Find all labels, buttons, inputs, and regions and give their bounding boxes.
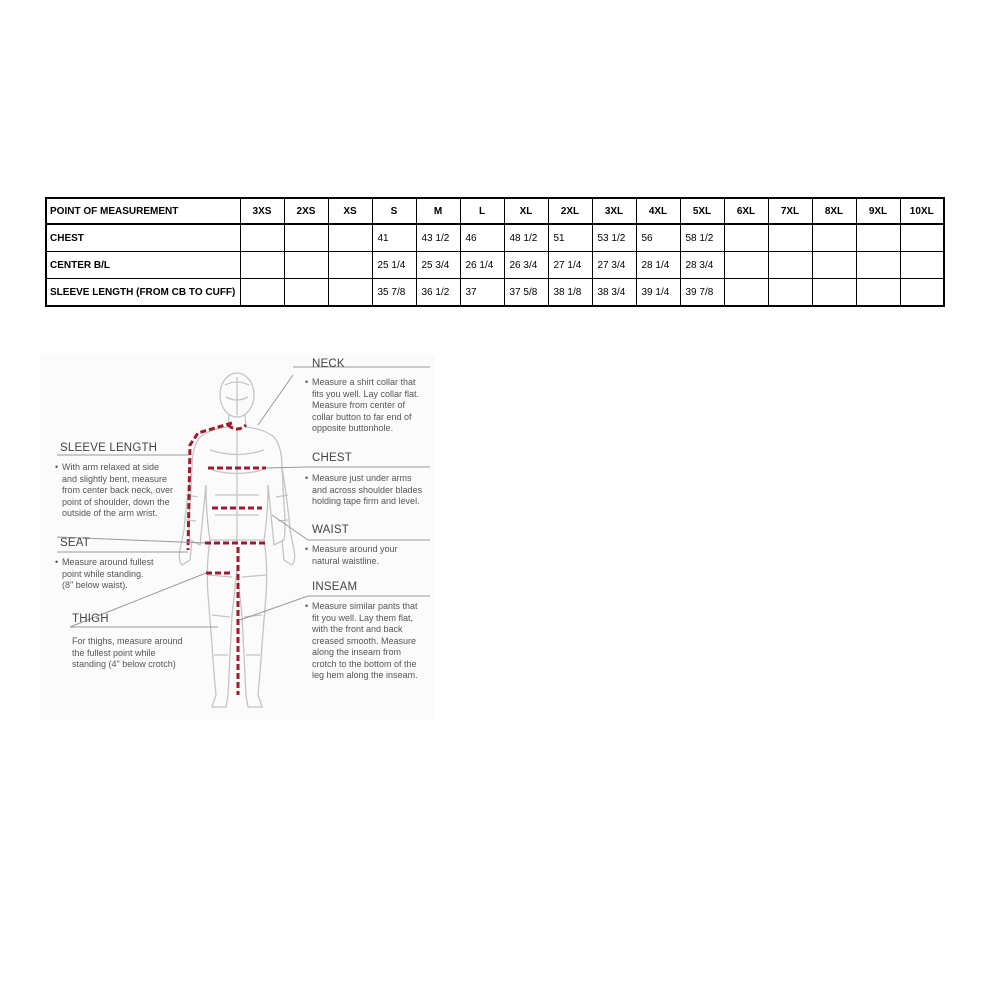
- neck-line-0: Measure a shirt collar that: [312, 377, 416, 387]
- table-header-row: [46, 198, 944, 224]
- table-cell: [240, 252, 284, 279]
- table-cell: [284, 279, 328, 307]
- chest-title: CHEST: [312, 452, 352, 464]
- table-cell: 38 3/4: [592, 279, 636, 307]
- inseam-title: INSEAM: [312, 581, 358, 593]
- seat-line-1: point while standing.: [62, 568, 144, 579]
- table-cell: 58 1/2: [680, 224, 724, 252]
- chest-line-0: Measure just under arms: [312, 473, 412, 483]
- thigh-line-2: standing (4" below crotch): [72, 659, 176, 669]
- waist-line-0: Measure around your: [312, 544, 398, 554]
- neck-line-3: collar button to far end of: [312, 411, 412, 422]
- header-size-3xs: 3XS: [240, 198, 284, 224]
- table-cell: 25 1/4: [372, 252, 416, 279]
- sleeve-line-4: outside of the arm wrist.: [62, 508, 158, 518]
- neck-line-1: fits you well. Lay collar flat.: [312, 388, 420, 399]
- header-size-10xl: 10XL: [900, 198, 944, 224]
- table-body: [46, 224, 944, 306]
- table-cell: [768, 279, 812, 307]
- table-cell: 27 1/4: [548, 252, 592, 279]
- row-label: SLEEVE LENGTH (FROM CB TO CUFF): [46, 279, 240, 307]
- table-cell: [812, 252, 856, 279]
- waist-line-1: natural waistline.: [312, 555, 380, 566]
- sleeve-length-title: SLEEVE LENGTH: [60, 442, 158, 454]
- table-cell: 26 3/4: [504, 252, 548, 279]
- table-cell: [856, 279, 900, 307]
- header-size-m: M: [416, 198, 460, 224]
- table-cell: 56: [636, 224, 680, 252]
- sleeve-length-description: [55, 462, 174, 520]
- table-cell: 46: [460, 224, 504, 252]
- table-cell: [240, 224, 284, 252]
- seat-line-0: Measure around fullest: [62, 557, 154, 567]
- table-cell: [724, 252, 768, 279]
- measurement-guide: [40, 355, 435, 720]
- header-size-9xl: 9XL: [856, 198, 900, 224]
- table-cell: 48 1/2: [504, 224, 548, 252]
- header-size-8xl: 8XL: [812, 198, 856, 224]
- inseam-line-5: crotch to the bottom of the: [312, 658, 417, 669]
- table-row: [46, 252, 944, 279]
- header-size-xl: XL: [504, 198, 548, 224]
- inseam-line-1: fit you well. Lay them flat,: [312, 612, 414, 623]
- inseam-line-4: along the inseam from: [312, 647, 402, 657]
- neck-line-2: Measure from center of: [312, 400, 406, 410]
- table-cell: 36 1/2: [416, 279, 460, 307]
- header-size-2xl: 2XL: [548, 198, 592, 224]
- table-cell: [768, 224, 812, 252]
- sleeve-line-1: and slightly bent, measure: [62, 473, 168, 484]
- table-row: [46, 224, 944, 252]
- neck-description: [305, 377, 420, 435]
- table-cell: [724, 224, 768, 252]
- waist-title: WAIST: [312, 524, 349, 536]
- table-cell: [328, 224, 372, 252]
- sleeve-line-3: point of shoulder, down the: [62, 496, 170, 507]
- header-size-7xl: 7XL: [768, 198, 812, 224]
- seat-line-2: (8" below waist).: [62, 580, 128, 590]
- inseam-description: [305, 601, 418, 682]
- header-size-s: S: [372, 198, 416, 224]
- table-cell: 39 1/4: [636, 279, 680, 307]
- chest-line-1: and across shoulder blades: [312, 484, 423, 495]
- table-cell: [812, 279, 856, 307]
- neck-bullet: •: [305, 377, 309, 387]
- inseam-line-2: with the front and back: [312, 624, 403, 634]
- table-cell: 26 1/4: [460, 252, 504, 279]
- table-cell: 37: [460, 279, 504, 307]
- table-cell: [240, 279, 284, 307]
- thigh-line-1: the fullest point while: [72, 647, 156, 658]
- table-cell: 39 7/8: [680, 279, 724, 307]
- header-size-l: L: [460, 198, 504, 224]
- neck-title: NECK: [312, 358, 345, 370]
- header-point-of-measurement: POINT OF MEASUREMENT: [46, 198, 240, 224]
- header-size-6xl: 6XL: [724, 198, 768, 224]
- thigh-title: THIGH: [72, 613, 109, 625]
- inseam-line-6: leg hem along the inseam.: [312, 670, 418, 680]
- header-size-xs: XS: [328, 198, 372, 224]
- row-label: CHEST: [46, 224, 240, 252]
- table-cell: 35 7/8: [372, 279, 416, 307]
- table-row: [46, 279, 944, 307]
- table-cell: [900, 252, 944, 279]
- header-size-5xl: 5XL: [680, 198, 724, 224]
- chest-line-2: holding tape firm and level.: [312, 496, 420, 506]
- table-cell: [284, 252, 328, 279]
- table-cell: [900, 279, 944, 307]
- table-cell: [328, 279, 372, 307]
- inseam-line-0: Measure similar pants that: [312, 601, 418, 611]
- thigh-line-0: For thighs, measure around: [72, 636, 183, 646]
- table-cell: [900, 224, 944, 252]
- chest-bullet: •: [305, 473, 309, 483]
- header-size-4xl: 4XL: [636, 198, 680, 224]
- table-cell: 53 1/2: [592, 224, 636, 252]
- table-cell: [768, 252, 812, 279]
- seat-title: SEAT: [60, 537, 90, 549]
- table-cell: 37 5/8: [504, 279, 548, 307]
- table-cell: 27 3/4: [592, 252, 636, 279]
- table-cell: 28 3/4: [680, 252, 724, 279]
- table-cell: 25 3/4: [416, 252, 460, 279]
- table-cell: 38 1/8: [548, 279, 592, 307]
- table-cell: [856, 252, 900, 279]
- table-cell: 43 1/2: [416, 224, 460, 252]
- header-size-2xs: 2XS: [284, 198, 328, 224]
- table-cell: 28 1/4: [636, 252, 680, 279]
- table-cell: [812, 224, 856, 252]
- neck-line-4: opposite buttonhole.: [312, 423, 394, 433]
- table-cell: [724, 279, 768, 307]
- inseam-bullet: •: [305, 601, 309, 611]
- table-cell: 51: [548, 224, 592, 252]
- thigh-description: [72, 636, 183, 671]
- waist-description: [305, 544, 398, 567]
- waist-bullet: •: [305, 544, 309, 554]
- row-label: CENTER B/L: [46, 252, 240, 279]
- table-cell: 41: [372, 224, 416, 252]
- header-size-3xl: 3XL: [592, 198, 636, 224]
- table-cell: [284, 224, 328, 252]
- inseam-line-3: creased smooth. Measure: [312, 635, 417, 646]
- sleeve-line-0: With arm relaxed at side: [62, 462, 160, 472]
- table-cell: [856, 224, 900, 252]
- seat-bullet: •: [55, 557, 59, 567]
- sleeve-bullet: •: [55, 462, 59, 472]
- chest-description: [305, 473, 423, 508]
- sleeve-line-2: from center back neck, over: [62, 485, 174, 495]
- size-chart-table: [45, 197, 945, 307]
- table-cell: [328, 252, 372, 279]
- seat-description: [55, 557, 154, 592]
